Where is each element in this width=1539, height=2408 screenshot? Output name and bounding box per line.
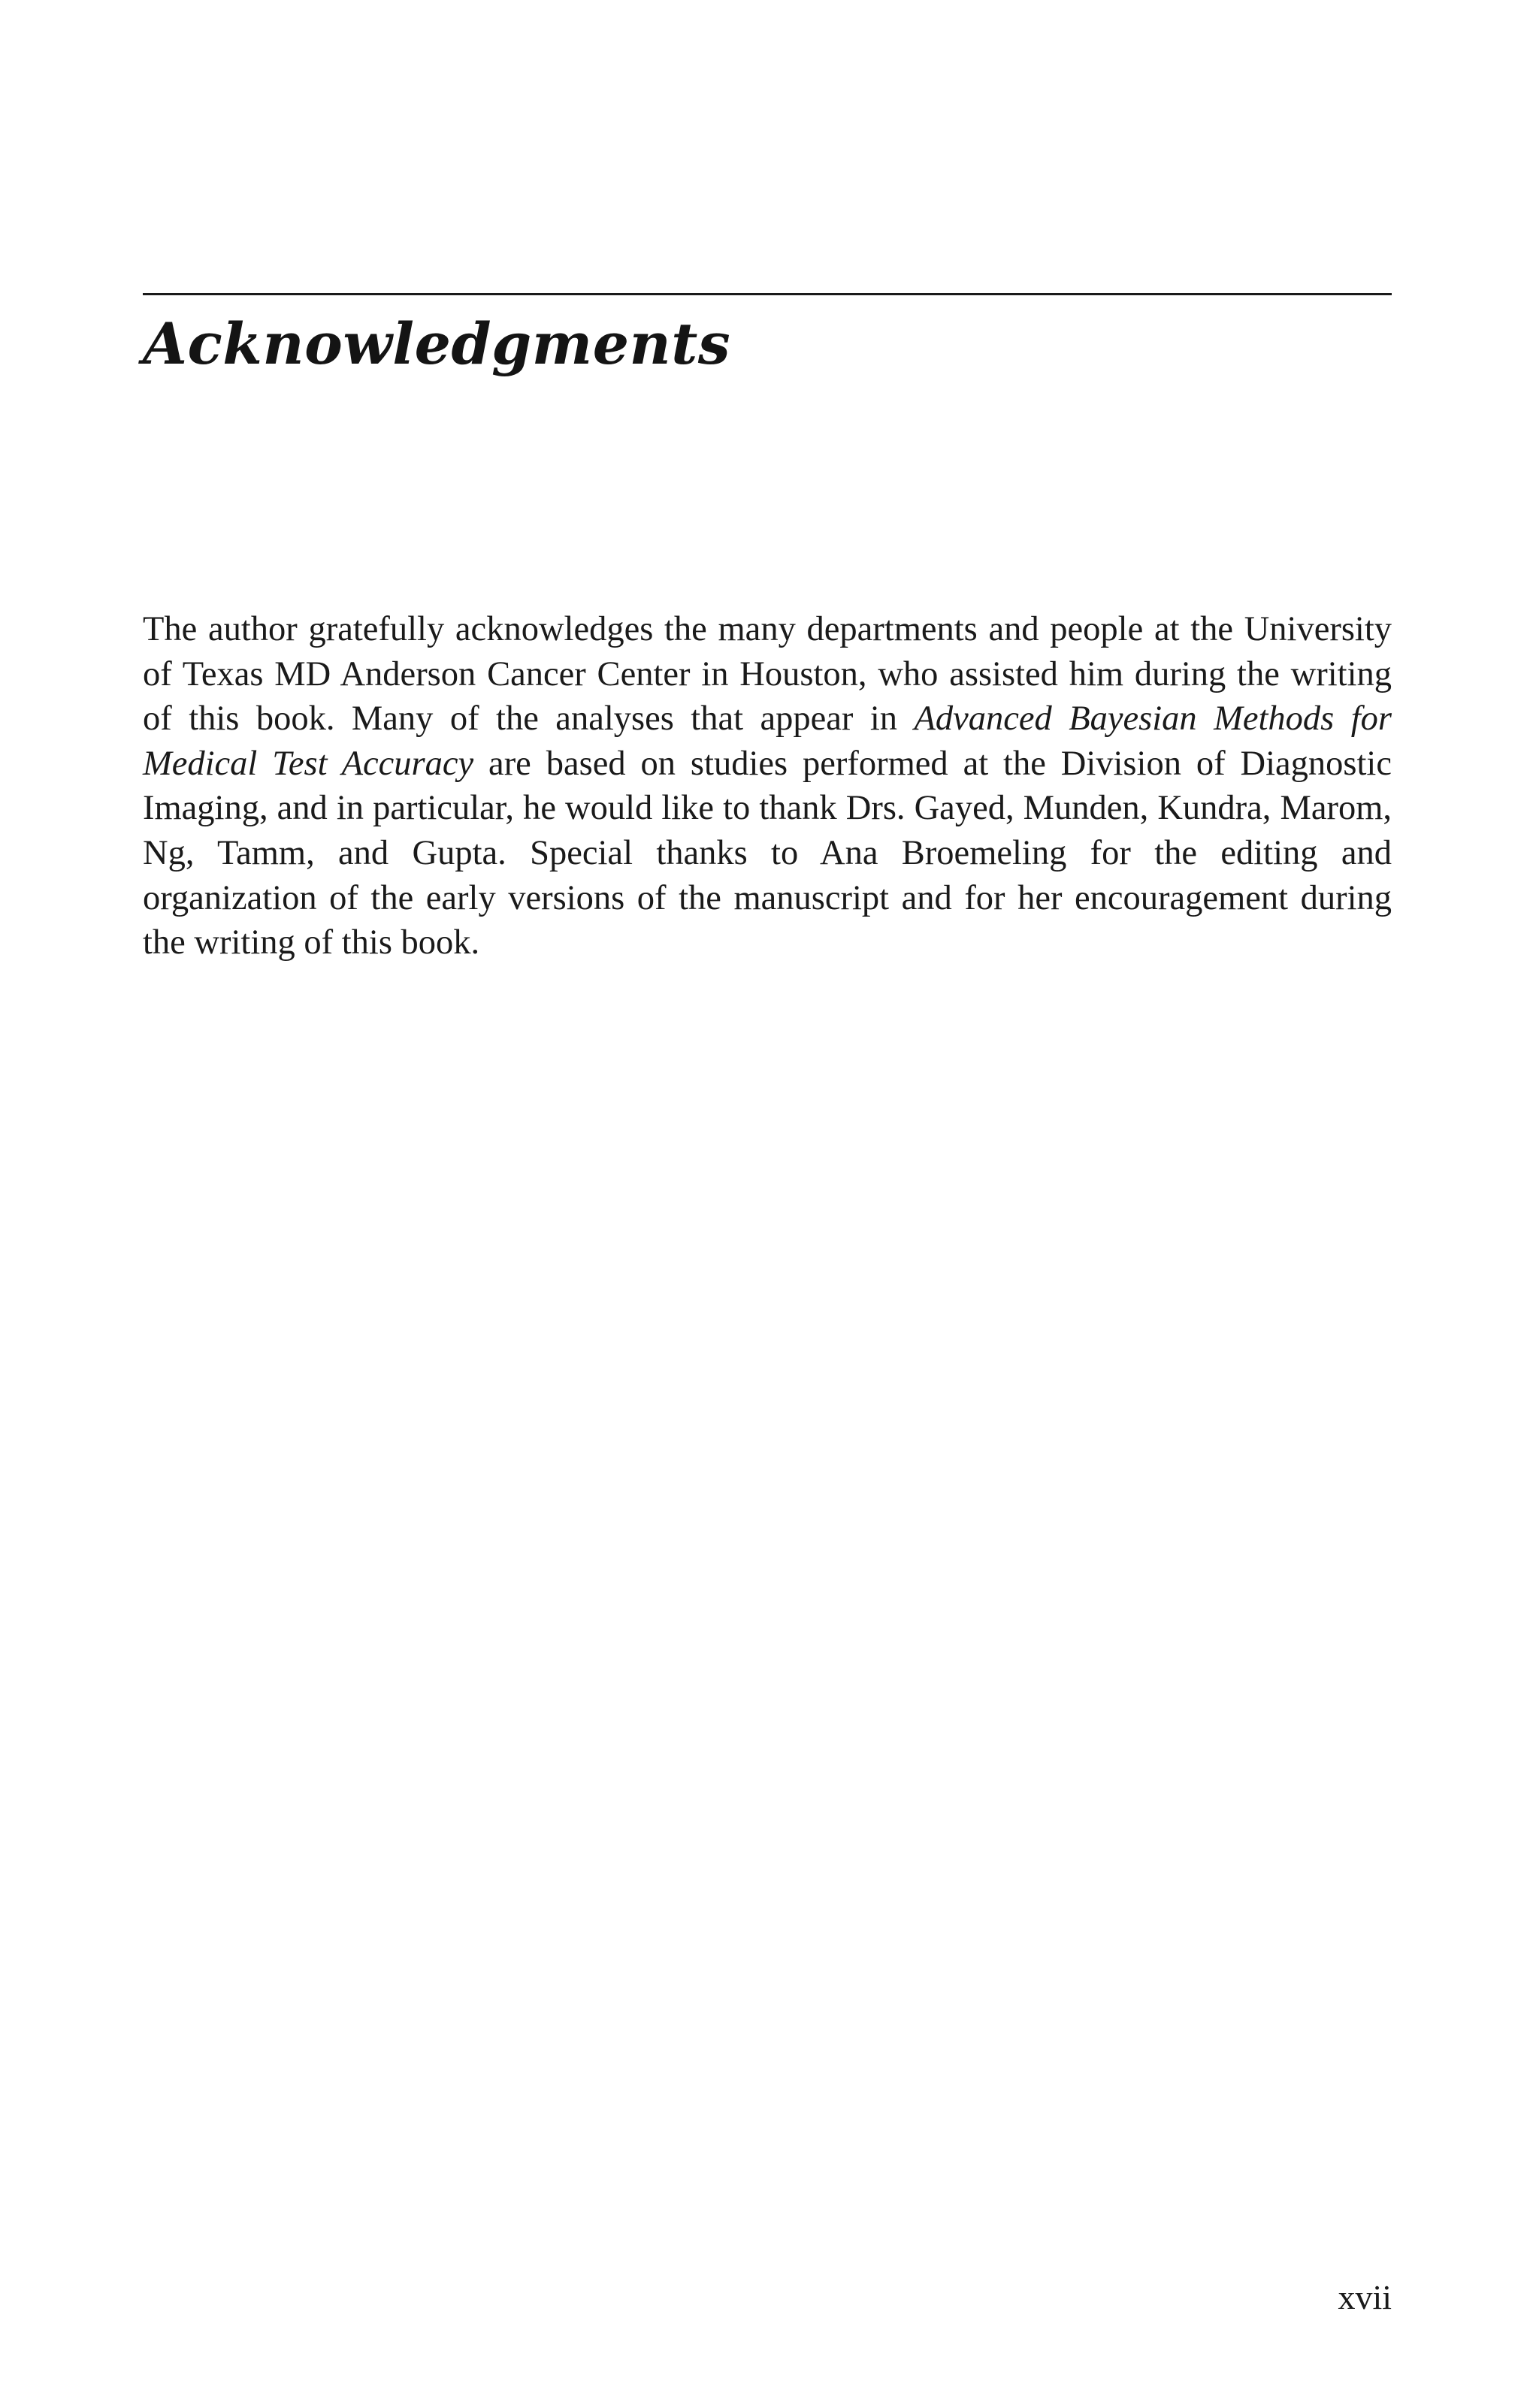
page-number: xvii — [1338, 2278, 1392, 2316]
paragraph-text-after: are based on studies performed at the Division of Diagnostic Imaging, and in particular, he would like to thank Drs. Gayed, Munden, Kundra, Marom, Ng, Tamm, and Gupta. Special thanks to Ana Broemeling for the editing and organization of the early versions of the manuscript and for her encouragement during the writing of this book. — [143, 744, 1392, 962]
chapter-rule — [143, 293, 1392, 295]
book-title-italic: Advanced Bayesian Methods for Medical Test Accuracy — [143, 699, 1392, 783]
acknowledgments-paragraph — [143, 607, 1392, 965]
paragraph-text-before: The author gratefully acknowledges the many departments and people at the University of Texas MD Anderson Cancer Center in Houston, who assisted him during the writing of this book. Many of the analyses that appear in — [143, 610, 1392, 739]
chapter-title: Acknowledgments — [143, 310, 731, 377]
